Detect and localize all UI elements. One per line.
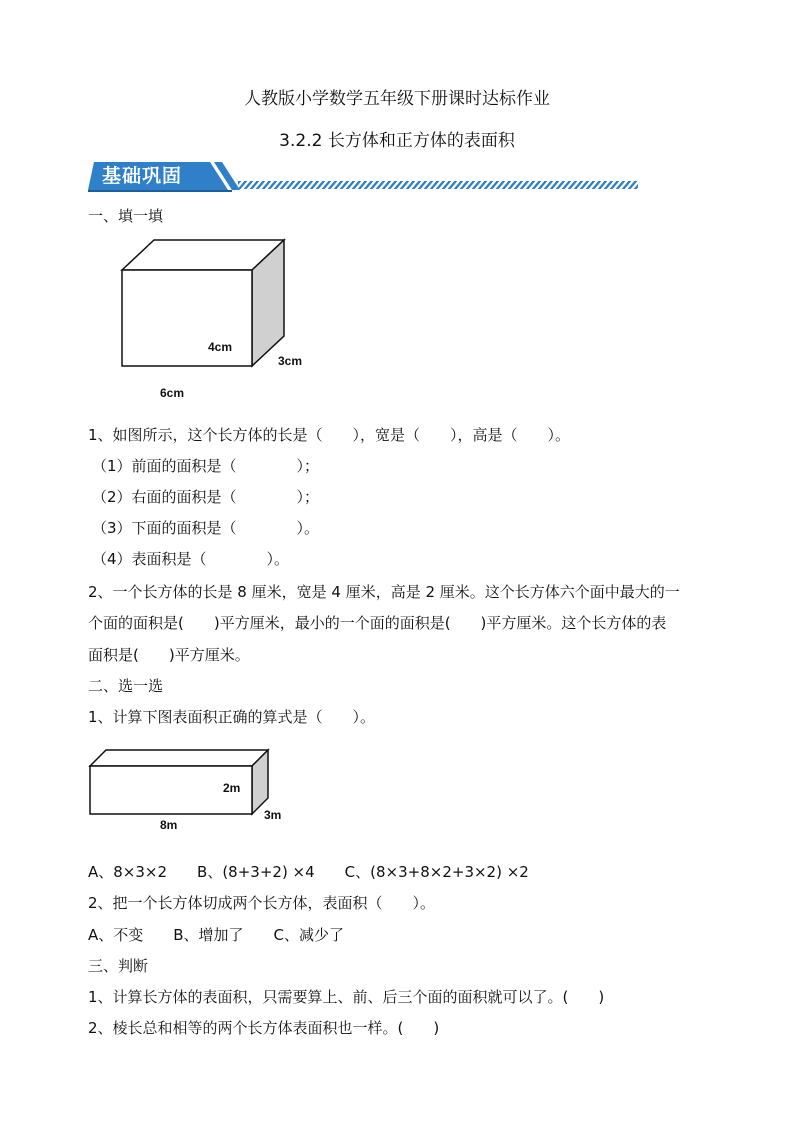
- figure2-height-label: 2m: [223, 781, 241, 795]
- s1-q1-text: 1、如图所示，这个长方体的长是（ ），宽是（ ），高是（ ）。: [88, 426, 571, 444]
- s1-q2-line1: 2、一个长方体的长是 8 厘米，宽是 4 厘米，高是 2 厘米。这个长方体六个面中最大的一: [88, 583, 680, 601]
- s1-q1-sub2: （2）右面的面积是（ ）；: [92, 488, 320, 506]
- section1-heading: 一、填一填: [88, 207, 164, 225]
- section3-heading: 三、判断: [88, 957, 149, 975]
- cuboid2-top-face: [90, 750, 268, 766]
- figure1-height-label: 4cm: [208, 340, 233, 354]
- figure2-length-label: 8m: [160, 818, 178, 832]
- s1-q2-line3: 面积是( )平方厘米。: [88, 646, 250, 664]
- cuboid-figure-1: [118, 236, 318, 406]
- banner-label: 基础巩固: [102, 165, 183, 187]
- figure1-width-label: 3cm: [278, 354, 303, 368]
- section-banner: [88, 160, 648, 194]
- section2-heading: 二、选一选: [88, 677, 164, 695]
- page-title: 人教版小学数学五年级下册课时达标作业: [244, 89, 550, 109]
- s2-q2-options: A、不变 B、增加了 C、减少了: [88, 926, 345, 944]
- figure1-length-label: 6cm: [160, 386, 185, 400]
- s2-q1-text: 1、计算下图表面积正确的算式是（ ）。: [88, 708, 376, 726]
- s3-q2-text: 2、棱长总和相等的两个长方体表面积也一样。( ): [88, 1019, 440, 1037]
- s2-q1-options: A、8×3×2 B、(8+3+2) ×4 C、(8×3+8×2+3×2) ×2: [88, 863, 529, 881]
- s3-q1-text: 1、计算长方体的表面积，只需要算上、前、后三个面的面积就可以了。( ): [88, 988, 605, 1006]
- s1-q1-sub1: （1）前面的面积是（ ）；: [92, 457, 320, 475]
- s1-q1-sub3: （3）下面的面积是（ ）。: [92, 519, 320, 537]
- s1-q2-line2: 个面的面积是( )平方厘米，最小的一个面的面积是( )平方厘米。这个长方体的表: [88, 614, 667, 632]
- page-subtitle: 3.2.2 长方体和正方体的表面积: [279, 131, 515, 151]
- cuboid-figure-2: [86, 746, 276, 822]
- figure2-width-label: 3m: [264, 808, 282, 822]
- s1-q1-sub4: （4）表面积是（ ）。: [92, 550, 290, 568]
- s2-q2-text: 2、把一个长方体切成两个长方体，表面积（ ）。: [88, 894, 436, 912]
- cuboid1-front-face: [122, 270, 252, 366]
